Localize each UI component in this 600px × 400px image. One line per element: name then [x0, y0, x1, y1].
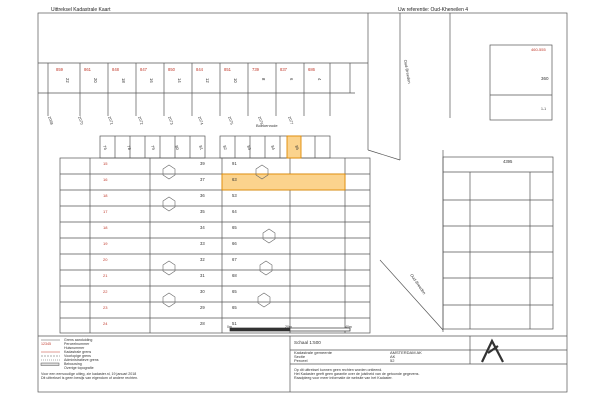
legend-item: Grens aanduiding — [64, 338, 93, 342]
gutter-label: 78 — [126, 144, 133, 151]
legend-item: Administratieve grens — [64, 358, 99, 362]
right-house-number: 68 — [232, 273, 237, 278]
left-parcel-number: 21 — [103, 273, 108, 278]
legend-code-sample: 12345 — [41, 342, 51, 346]
left-parcel-numbers — [103, 161, 108, 326]
header-reference: Uw referentie: Oud-Kheneilen 4 — [398, 7, 469, 13]
top-parcel-number: 861 — [84, 67, 91, 72]
right-top-number: 360 — [541, 76, 549, 81]
slanted-label: 2075 — [227, 115, 234, 126]
titleblock-label: Perceel — [294, 358, 308, 363]
legend-item: Huisnummer — [64, 346, 85, 350]
legend-item: Bebouwing — [64, 362, 82, 366]
mid-house-number: 35 — [200, 209, 205, 214]
legend-footer: Dit uittreksel is geen bewijs van eigendom of andere rechten. — [41, 376, 139, 380]
left-parcel-number: 20 — [103, 257, 108, 262]
top-house-number: 20 — [93, 78, 98, 83]
notice-line: Op dit uittreksel kunnen geen rechten worden ontleend. — [294, 368, 383, 372]
top-parcel-number: 837 — [280, 67, 287, 72]
street-label: Boekenrode — [256, 123, 278, 128]
slanted-label: 2073 — [167, 115, 174, 126]
top-parcel-number: 848 — [112, 67, 119, 72]
scale-tick: 20m — [285, 325, 292, 329]
left-parcel-number: 23 — [103, 305, 108, 310]
gutter-label: 85 — [294, 144, 301, 151]
titleblock-value: AK — [390, 354, 396, 359]
titleblock-value: AMSTERDAM AK — [390, 350, 422, 355]
slanted-label: 2076 — [257, 115, 264, 126]
top-parcel-number: 859 — [56, 67, 63, 72]
left-parcel-number: 18 — [103, 193, 108, 198]
left-parcel-number: 24 — [103, 321, 108, 326]
mid-house-number: 39 — [200, 161, 205, 166]
road-label-bottom: Oud-Breeden — [409, 272, 428, 296]
notice-line: Het Kadaster geeft geen garantie over de juistheid van de getoonde gegevens. — [294, 372, 420, 376]
titleblock-value: 52 — [390, 358, 395, 363]
right-house-number: 64 — [232, 209, 237, 214]
top-house-number-labels — [65, 78, 322, 83]
titleblock-label: Kadastrale gemeente — [294, 350, 333, 355]
slanted-label: 2071 — [107, 115, 114, 126]
right-house-number: 65 — [232, 305, 237, 310]
mid-house-number: 29 — [200, 305, 205, 310]
top-house-number: 16 — [149, 78, 154, 83]
right-house-number: 51 — [232, 321, 237, 326]
legend-item: Perceelnummer — [64, 342, 90, 346]
right-house-numbers — [232, 161, 237, 326]
top-house-number: 4 — [317, 78, 322, 81]
top-parcel-number: 739 — [252, 67, 259, 72]
gutter-label: 76 — [102, 144, 109, 151]
right-house-number: 65 — [232, 289, 237, 294]
top-house-number: 18 — [121, 78, 126, 83]
top-parcel-number: 851 — [224, 67, 231, 72]
legend-item: Voorlopige grens — [64, 354, 91, 358]
scale-tick: 40m — [345, 325, 352, 329]
scale-tick: 0m — [227, 325, 232, 329]
mid-house-number: 34 — [200, 225, 205, 230]
legend-item: Overige topografie — [64, 366, 94, 370]
mid-house-number: 31 — [200, 273, 205, 278]
top-parcel-number: 850 — [168, 67, 175, 72]
left-parcel-number: 15 — [103, 161, 108, 166]
gutter-label: 81 — [198, 144, 205, 151]
top-house-number: 14 — [177, 78, 182, 83]
right-house-number: 63 — [232, 177, 237, 182]
gutter-labels — [102, 145, 300, 152]
mid-house-number: 30 — [200, 289, 205, 294]
mid-house-numbers — [200, 161, 205, 326]
mid-house-number: 37 — [200, 177, 205, 182]
gutter-label: 84 — [270, 144, 277, 151]
slanted-label: 2068 — [47, 115, 54, 126]
gutter-label: 80 — [174, 144, 181, 151]
gutter-label: 82 — [222, 144, 229, 151]
slanted-label: 2074 — [197, 115, 204, 126]
top-house-number: 12 — [205, 78, 210, 83]
notice-line: Raadpleeg voor meer informatie de website van het Kadaster. — [294, 376, 393, 380]
header-title: Uittreksel Kadastrale Kaart — [51, 7, 111, 13]
road-label-top: Oud-Breeden — [403, 59, 413, 84]
top-parcel-labels — [56, 67, 316, 72]
left-parcel-number: 16 — [103, 177, 108, 182]
slanted-label: 2077 — [287, 115, 294, 126]
legend-footer: Voor een eenvoudige uitleg, zie kadaster.nl, 19 januari 2018 — [41, 372, 137, 376]
mid-house-number: 28 — [200, 321, 205, 326]
right-house-number: 66 — [232, 241, 237, 246]
right-mid-number: 4395 — [503, 159, 513, 164]
right-house-number: 91 — [232, 161, 237, 166]
right-top-parcel-id: 460-555 — [531, 47, 546, 52]
top-house-number: 8 — [261, 78, 266, 81]
right-house-number: 65 — [232, 225, 237, 230]
right-top-small: 1-1 — [541, 107, 547, 111]
left-parcel-number: 17 — [103, 209, 108, 214]
right-house-number: 67 — [232, 257, 237, 262]
gutter-label: 79 — [150, 144, 157, 151]
left-parcel-number: 22 — [103, 289, 108, 294]
slanted-label: 2070 — [77, 115, 84, 126]
left-parcel-number: 18 — [103, 225, 108, 230]
left-parcel-number: 19 — [103, 241, 108, 246]
top-parcel-number: 844 — [196, 67, 203, 72]
top-house-number: 10 — [233, 78, 238, 83]
mid-house-number: 36 — [200, 193, 205, 198]
top-parcel-number: 847 — [140, 67, 147, 72]
legend-item: Kadastrale grens — [64, 350, 92, 354]
top-house-number: 22 — [65, 78, 70, 83]
titleblock-label: Sectie — [294, 354, 306, 359]
slanted-label: 2072 — [137, 115, 144, 126]
mid-house-number: 32 — [200, 257, 205, 262]
top-house-number: 6 — [289, 78, 294, 81]
gutter-label: 83 — [246, 144, 253, 151]
mid-house-number: 33 — [200, 241, 205, 246]
right-house-number: 53 — [232, 193, 237, 198]
scale-label: Schaal 1:500 — [294, 340, 321, 345]
top-parcel-number: 686 — [308, 67, 315, 72]
